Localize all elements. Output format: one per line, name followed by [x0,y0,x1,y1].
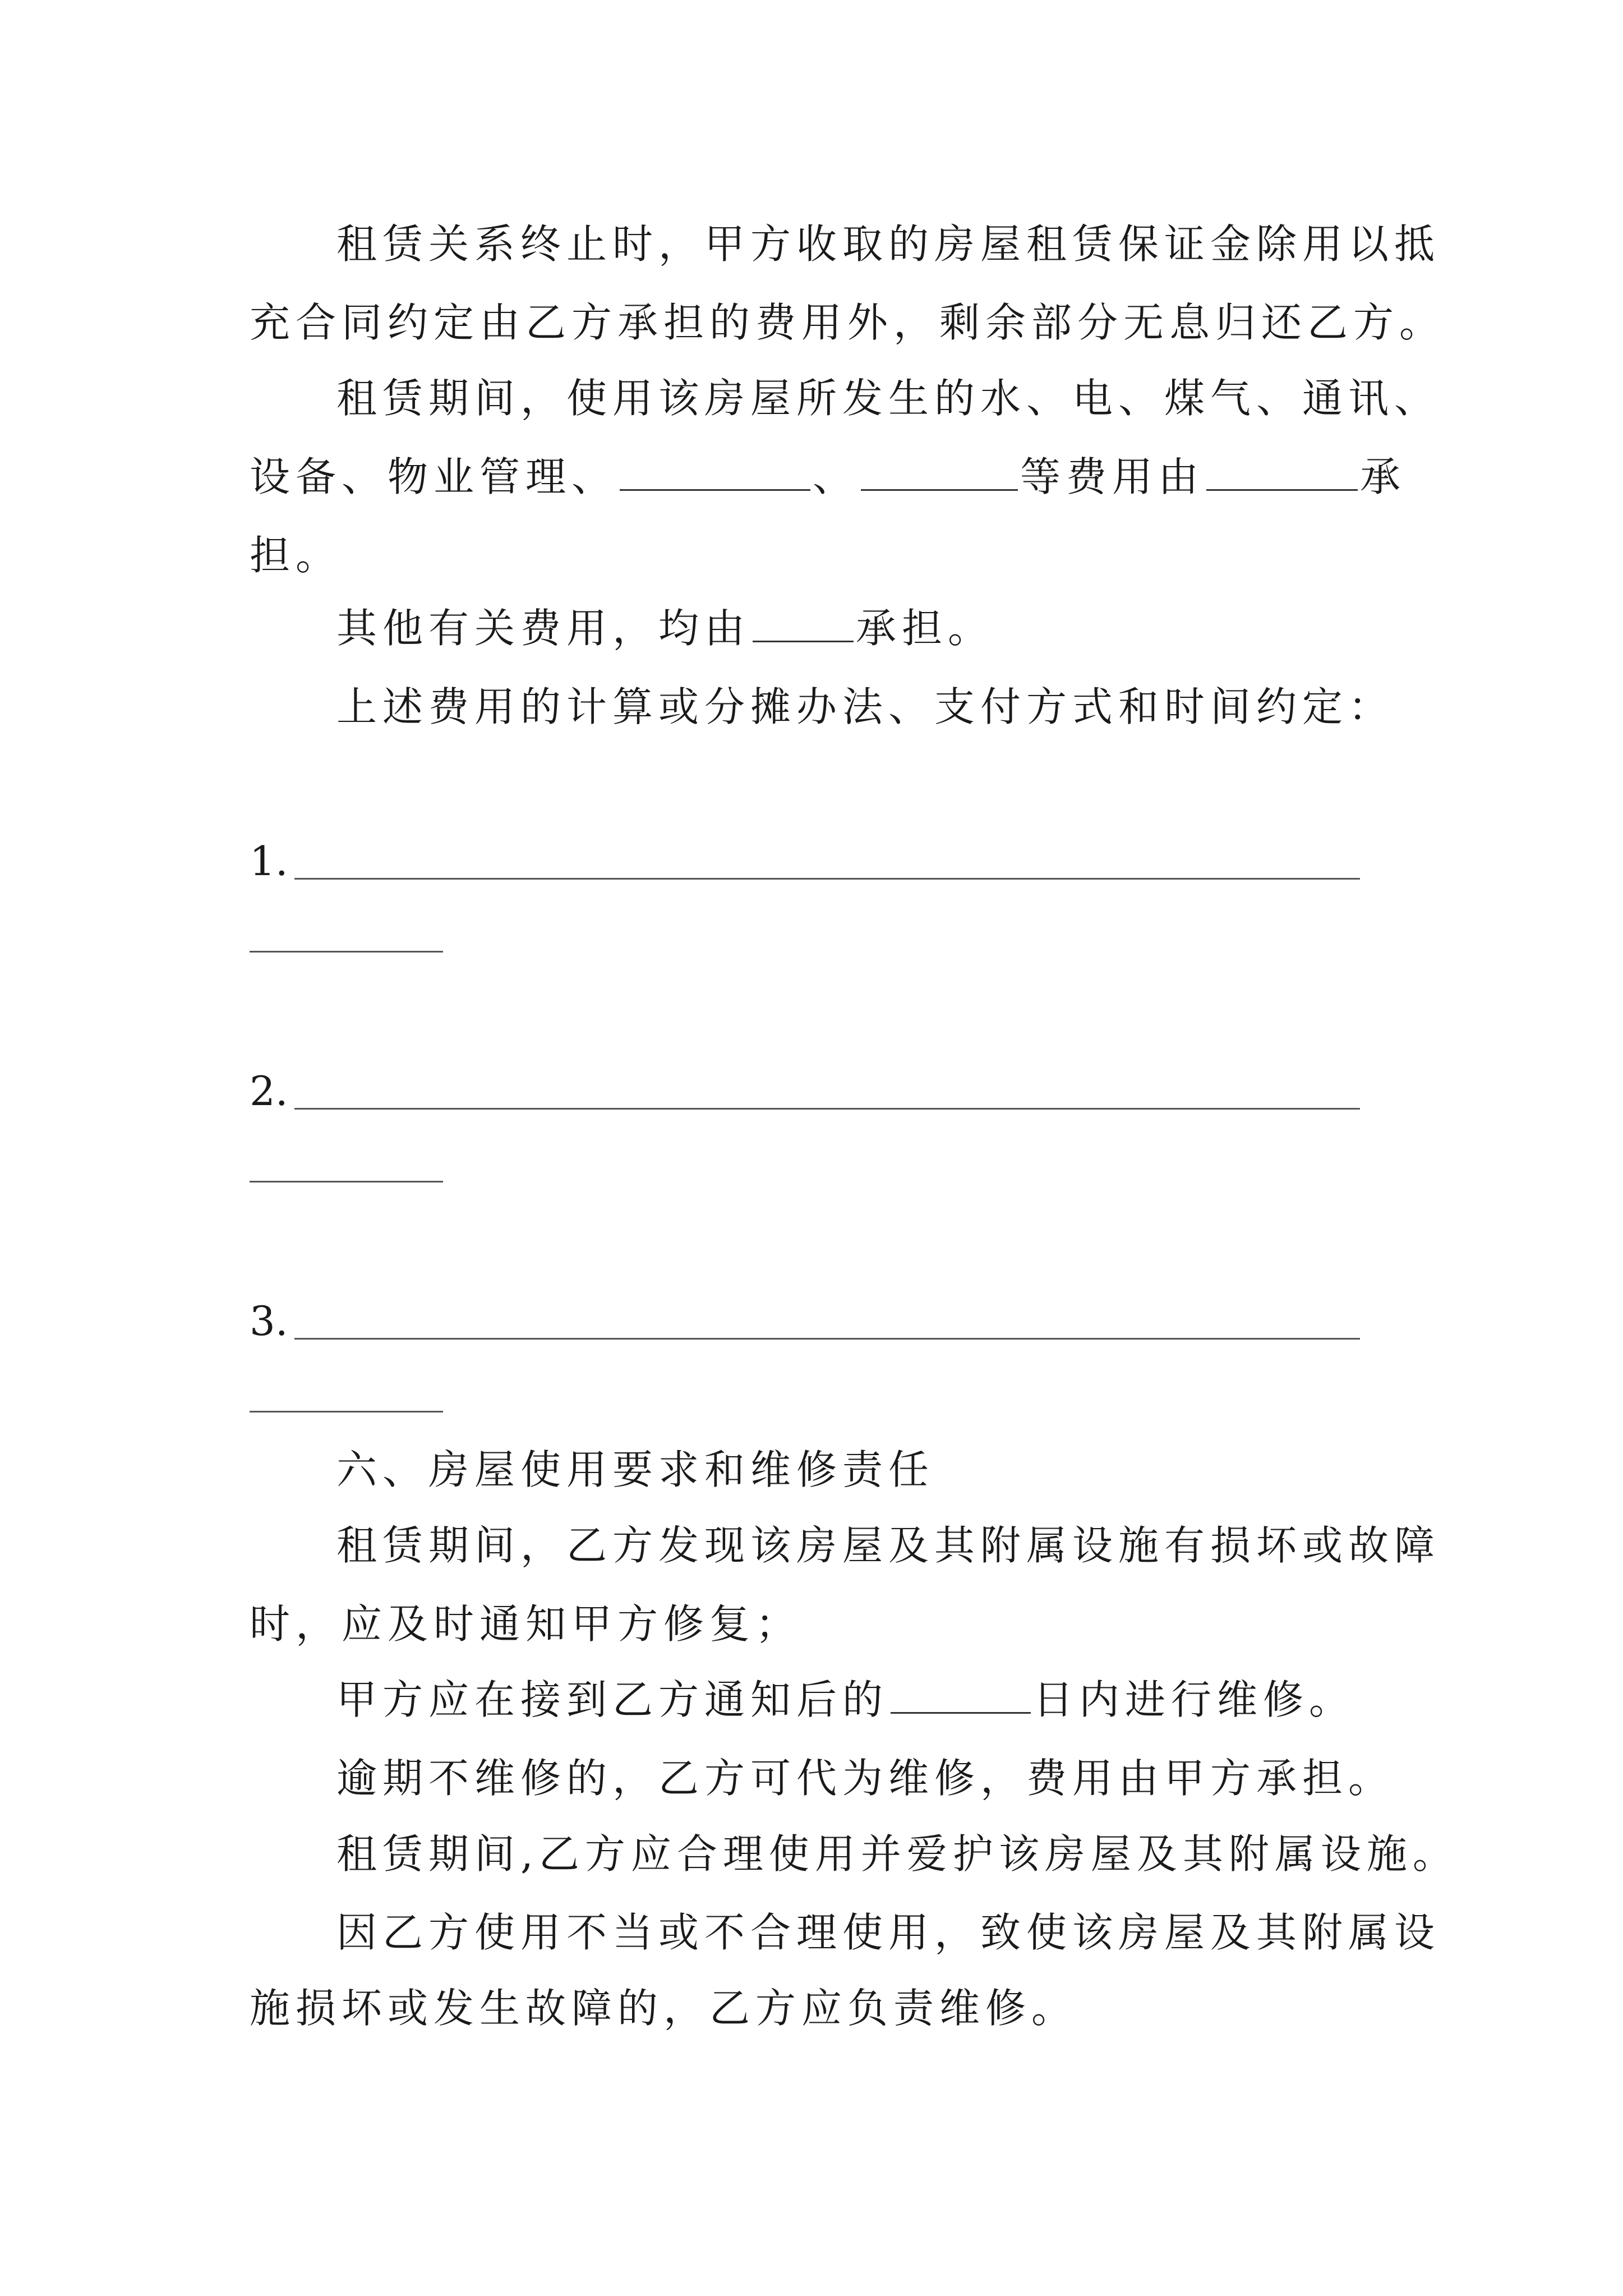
list-item-2-blank-line1[interactable] [294,1108,1360,1110]
paragraph-report-damage-line2: 时，应及时通知甲方修复； [250,1600,802,1648]
paragraph-repair-deadline [336,1672,1355,1728]
paragraph-report-damage-line1: 租赁期间，乙方发现该房屋及其附属设施有损坏或故障 [336,1522,1441,1569]
paragraph-improper-use-line1: 因乙方使用不当或不合理使用，致使该房屋及其附属设 [336,1909,1441,1956]
blank-field-4[interactable] [753,601,854,642]
paragraph-overdue-repair: 逾期不维修的，乙方可代为维修，费用由甲方承担。 [336,1755,1395,1802]
other-fees-text-b: 承担。 [856,605,994,652]
blank-field-1[interactable] [620,450,810,491]
blank-field-2[interactable] [861,450,1018,491]
paragraph-improper-use-line2: 施损坏或发生故障的，乙方应负责维修。 [250,1985,1078,2032]
list-item-1-number: 1. [250,838,288,885]
list-item-3-blank-line2[interactable] [250,1411,443,1412]
repair-deadline-text-a: 甲方应在接到乙方通知后的 [336,1676,889,1723]
section-heading-usage-repair: 六、房屋使用要求和维修责任 [336,1446,935,1493]
paragraph-utilities-line2 [250,449,1406,505]
utilities-text-b: 、 [813,453,859,500]
paragraph-proper-use: 租赁期间,乙方应合理使用并爱护该房屋及其附属设施。 [336,1830,1459,1878]
utilities-text-c: 等费用由 [1020,453,1205,500]
blank-field-days[interactable] [891,1673,1031,1714]
list-item-3-blank-line1[interactable] [294,1338,1360,1340]
paragraph-utilities-line3: 担。 [250,532,342,579]
list-item-1-blank-line1[interactable] [294,878,1360,880]
list-item-1-blank-line2[interactable] [250,951,443,953]
utilities-text-d: 承 [1360,453,1407,500]
repair-deadline-text-b: 日内进行维修。 [1033,1676,1355,1723]
paragraph-deposit-line2: 充合同约定由乙方承担的费用外，剩余部分无息归还乙方。 [250,299,1446,346]
utilities-text-a: 设备、物业管理、 [250,453,618,500]
paragraph-fee-arrangement: 上述费用的计算或分摊办法、支付方式和时间约定： [336,683,1395,730]
list-item-2-number: 2. [250,1068,288,1115]
blank-field-3[interactable] [1206,450,1358,491]
paragraph-other-fees [336,600,994,656]
paragraph-utilities-line1: 租赁期间，使用该房屋所发生的水、电、煤气、通讯、 [336,375,1441,422]
paragraph-deposit-line1: 租赁关系终止时，甲方收取的房屋租赁保证金除用以抵 [336,220,1441,268]
other-fees-text-a: 其他有关费用，均由 [336,605,751,652]
list-item-2-blank-line2[interactable] [250,1181,443,1182]
list-item-3-number: 3. [250,1297,288,1345]
